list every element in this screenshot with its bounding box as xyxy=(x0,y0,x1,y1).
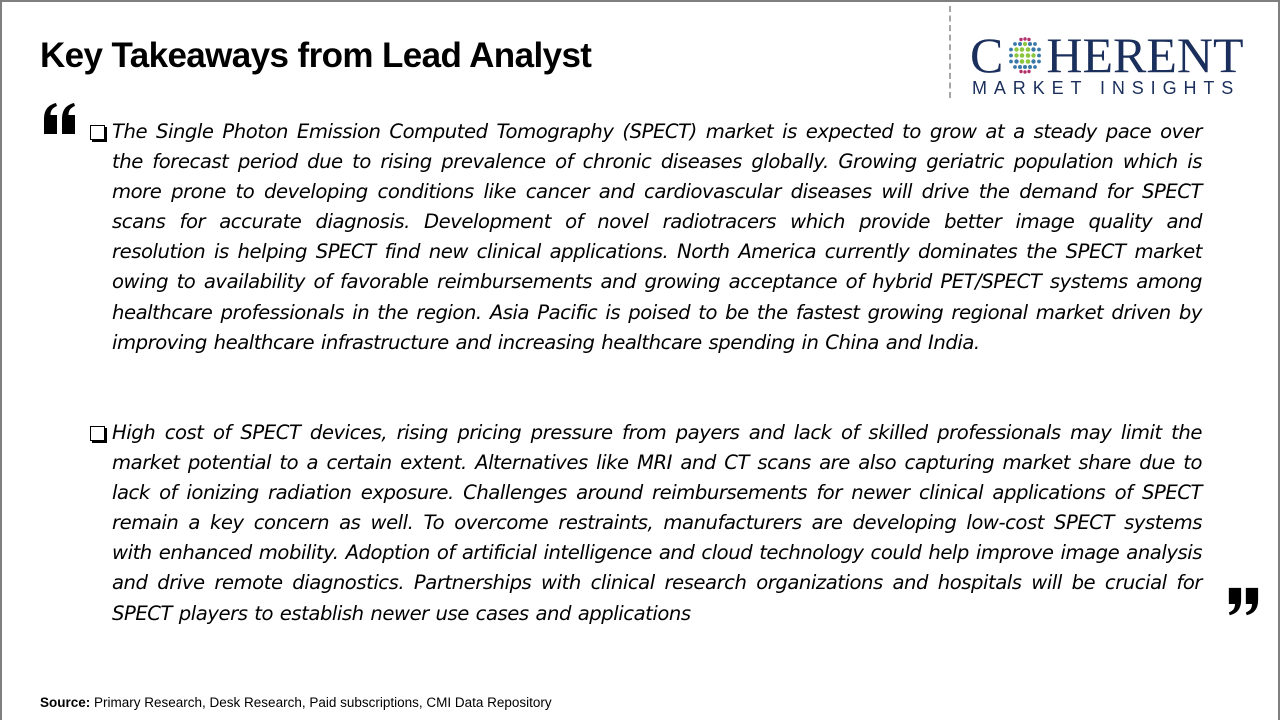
takeaway-bullet-drivers xyxy=(90,117,1202,358)
source-text: Primary Research, Desk Research, Paid subscriptions, CMI Data Repository xyxy=(90,695,552,710)
logo-tagline: MARKET INSIGHTS xyxy=(972,78,1241,98)
logo-divider xyxy=(949,6,951,98)
open-quote-icon xyxy=(42,102,78,138)
logo-letter-c: C xyxy=(970,27,1004,83)
checkbox-bullet-icon xyxy=(90,426,105,441)
source-label: Source: xyxy=(40,695,91,710)
logo-letters-herent: HERENT xyxy=(1046,27,1244,83)
checkbox-bullet-icon xyxy=(90,125,105,140)
logo-wordmark xyxy=(970,27,1265,83)
globe-dots-icon xyxy=(1006,36,1044,74)
bullet-text: The Single Photon Emission Computed Tomography (SPECT) market is expected to grow at a steady pace over the forecast period due to rising prevalence of chronic diseases globally. Growing geriatric population which is more prone to developing conditions like cancer and cardiovascular diseases will drive the demand for SPECT scans for accurate diagnosis. Development of novel radiotracers which provide better image quality and resolution is helping SPECT find new clinical applications. North America currently dominates the SPECT market owing to availability of favorable reimbursements and growing acceptance of hybrid PET/SPECT systems among healthcare professionals in the region. Asia Pacific is poised to be the fastest growing regional market driven by improving healthcare infrastructure and increasing healthcare spending in China and India. xyxy=(112,120,1202,354)
coherent-market-insights-logo xyxy=(970,27,1265,102)
page-title: Key Takeaways from Lead Analyst xyxy=(40,36,592,75)
takeaway-bullet-restraints xyxy=(90,418,1202,629)
source-note xyxy=(40,695,552,710)
close-quote-icon xyxy=(1226,586,1260,620)
bullet-text: High cost of SPECT devices, rising pricing pressure from payers and lack of skilled professionals may limit the market potential to a certain extent. Alternatives like MRI and CT scans are also capturing market share due to lack of ionizing radiation exposure. Challenges around reimbursements for newer clinical applications of SPECT remain a key concern as well. To overcome restraints, manufacturers are developing low-cost SPECT systems with enhanced mobility. Adoption of artificial intelligence and cloud technology could help improve image analysis and drive remote diagnostics. Partnerships with clinical research organizations and hospitals will be crucial for SPECT players to establish newer use cases and applications xyxy=(112,421,1202,625)
